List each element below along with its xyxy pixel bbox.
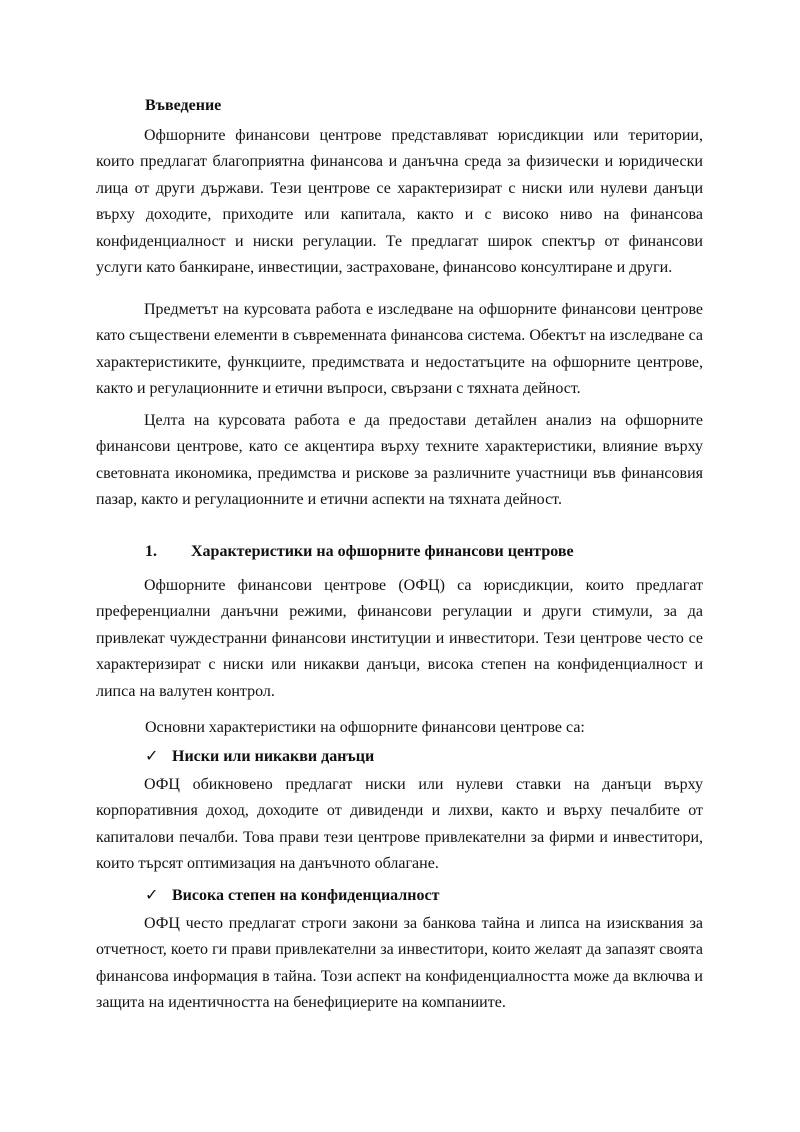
intro-paragraph-3: Целта на курсовата работа е да предостави детайлен анализ на офшорните финансови центрове, като се акцентира върху техните характеристики, влияние върху световната икономика, предимства и рискове за различните участници във финансовия пазар, както и регулационните и етични аспекти на тяхната дейност.: [96, 412, 703, 509]
list-intro: Основни характеристики на офшорните финансови центрове са:: [145, 719, 585, 736]
list-item-text: ОФЦ често предлагат строги закони за банкова тайна и липса на изисквания за отчетност, което ги прави привлекателни за инвеститори, които желаят да запазят своята финансова информация в тайна. Този аспект на конфиденциалността може да включва и защита на идентичността на бенефициерите на компаниите.: [96, 915, 703, 1012]
list-item-title: [145, 885, 439, 907]
intro-paragraph-1: Офшорните финансови центрове представляват юрисдикции или територии, които предлагат благоприятна финансова и данъчна среда за физически и юридически лица от други държави. Тези центрове се характеризират с ниски или нулеви данъци върху доходите, приходите или капитала, както и с високо ниво на финансова конфиденциалност и ниски регулации. Те предлагат широк спектър от финансови услуги като банкиране, инвестиции, застраховане, финансово консултиране и други.: [96, 127, 703, 277]
checkmark-icon: ✓: [145, 887, 159, 904]
section-title: Характеристики на офшорните финансови центрове: [191, 543, 574, 560]
list-item-text: ОФЦ обикновено предлагат ниски или нулеви ставки на данъци върху корпоративния доход, доходите от дивиденди и лихви, както и върху печалбите от капиталови печалби. Това прави тези центрове привлекателни за фирми и инвеститори, които търсят оптимизация на данъчното облагане.: [96, 776, 703, 873]
list-item-title: [145, 746, 374, 768]
checkmark-icon: ✓: [145, 748, 159, 765]
list-item-label: Ниски или никакви данъци: [172, 748, 375, 765]
section-heading: [145, 541, 574, 563]
section-paragraph-1: Офшорните финансови центрове (ОФЦ) са юрисдикции, които предлагат преференциални данъчни режими, финансови регулации и други стимули, за да привлекат чуждестранни финансови институции и инвеститори. Тези центрове често се характеризират с ниски или никакви данъци, висока степен на конфиденциалност и липса на валутен контрол.: [96, 577, 703, 700]
section-number: 1.: [145, 543, 157, 560]
list-item-label: Висока степен на конфиденциалност: [172, 887, 440, 904]
intro-paragraph-2: Предметът на курсовата работа е изследване на офшорните финансови центрове като съществени елементи в съвременната финансова система. Обектът на изследване са характеристиките, функциите, предимствата и недостатъците на офшорните центрове, както и регулационните и етични въпроси, свързани с тяхната дейност.: [96, 301, 703, 398]
intro-heading: Въведение: [145, 97, 222, 114]
